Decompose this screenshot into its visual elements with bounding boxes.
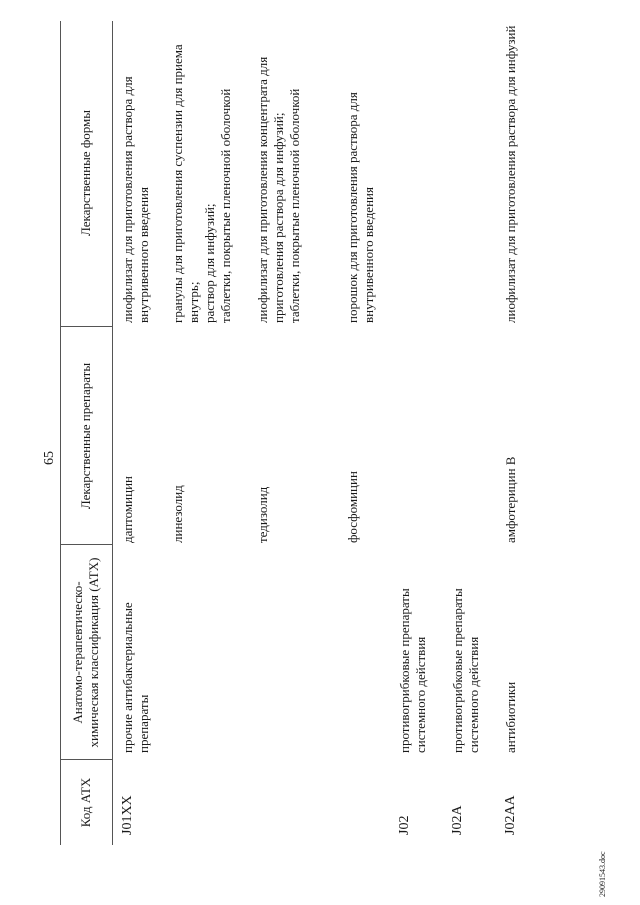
row-form: лиофилизат для приготовления раствора для инфузий (503, 25, 518, 323)
row-drug: тедизолид (255, 486, 270, 543)
row-drug: линезолид (170, 485, 185, 543)
table-top-border (60, 21, 61, 845)
header-forms: Лекарственные формы (78, 109, 93, 237)
col-divider-3 (60, 326, 112, 327)
page-number: 65 (42, 451, 57, 465)
col-divider-2 (60, 544, 112, 545)
row-atc: противогрибковые препараты системного действия (397, 588, 428, 753)
row-form: порошок для приготовления раствора для внутривенного введения (345, 92, 376, 323)
row-drug: фосфомицин (345, 471, 360, 543)
row-drug: амфотерицин B (503, 456, 518, 543)
row-code: J02A (450, 805, 465, 835)
row-code: J02 (397, 815, 412, 835)
row-atc: антибиотики (503, 681, 518, 753)
row-atc: прочие антибактериальные препараты (120, 602, 151, 753)
row-drug: даптомицин (120, 476, 135, 543)
header-drugs: Лекарственные препараты (78, 362, 93, 510)
row-code: J02AA (503, 795, 518, 835)
header-atc: Анатомо-терапевтическо-химическая классификация (АТХ) (70, 557, 101, 748)
row-atc: противогрибковые препараты системного действия (450, 588, 481, 753)
document-footer: 29091543.doc (598, 851, 607, 897)
row-form: лиофилизат для приготовления концентрата для приготовления раствора для инфузий; таблетки, покрытые пленочной оболочкой (255, 56, 302, 323)
row-form: лиофилизат для приготовления раствора для внутривенного введения (120, 76, 151, 323)
header-code: Код АТХ (78, 777, 93, 828)
row-code: J01XX (120, 795, 135, 835)
header-bottom-border (112, 21, 113, 845)
row-form: гранулы для приготовления суспензии для приема внутрь; раствор для инфузий; таблетки, покрытые пленочной оболочкой (170, 44, 233, 323)
